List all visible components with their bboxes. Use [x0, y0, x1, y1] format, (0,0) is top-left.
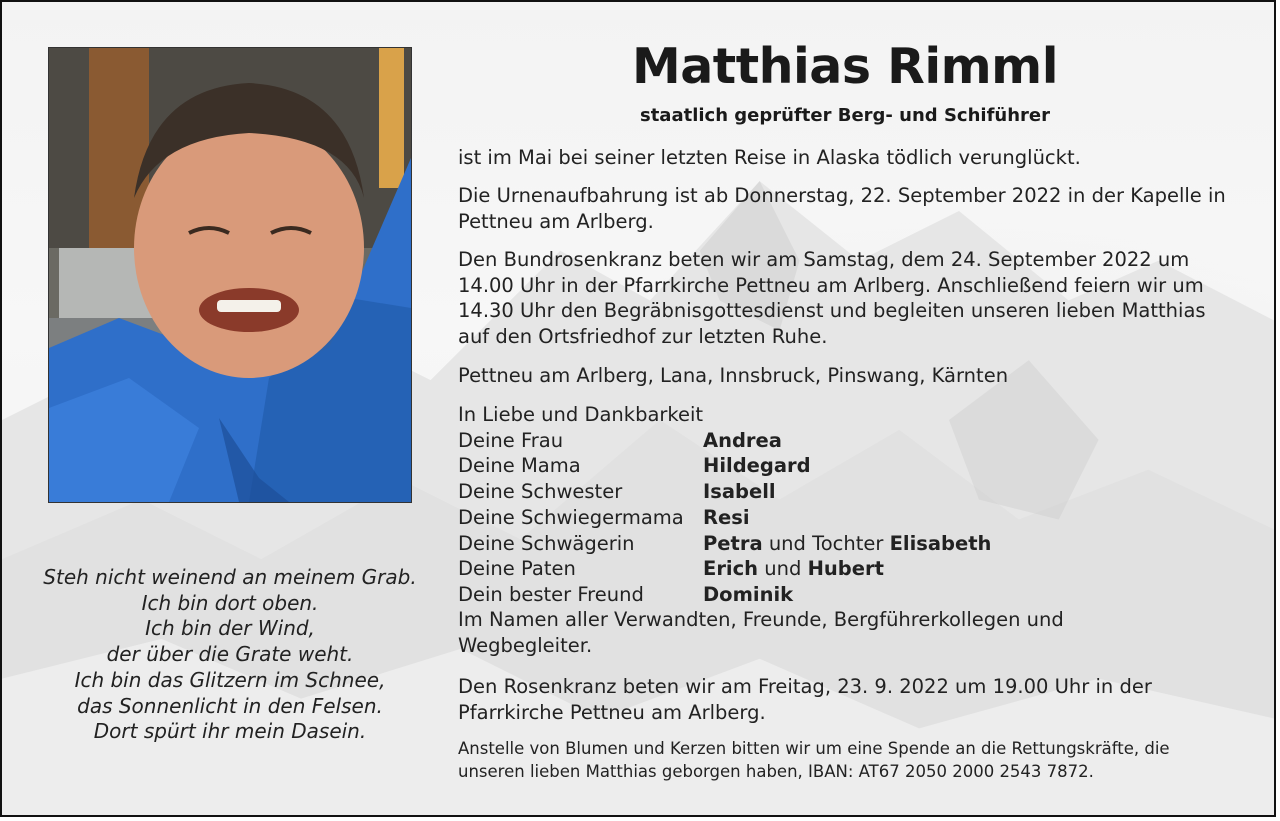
places-line: Pettneu am Arlberg, Lana, Innsbruck, Pinswang, Kärnten — [458, 364, 1009, 387]
poem-line: der über die Grate weht. — [106, 642, 354, 667]
poem-line: Dort spürt ihr mein Dasein. — [93, 719, 367, 744]
relative-name: Hildegard — [703, 454, 811, 478]
poem-line: Ich bin dort oben. — [141, 590, 319, 615]
relative-connector: und — [758, 557, 808, 581]
list-item — [458, 479, 991, 505]
list-item — [458, 453, 991, 479]
relation-label: Deine Frau — [458, 428, 564, 452]
closing-line: Im Namen aller Verwandten, Freunde, Bergführerkollegen und Wegbegleiter. — [458, 608, 1064, 657]
profession-subtitle: staatlich geprüfter Berg- und Schiführer — [639, 105, 1050, 126]
relative-name: Andrea — [703, 428, 782, 452]
relative-name: Resi — [703, 505, 750, 529]
memorial-poem — [22, 565, 438, 745]
relative-name: Elisabeth — [889, 531, 992, 555]
relation-label: Deine Schwiegermama — [458, 505, 684, 529]
relative-name: Isabell — [703, 480, 776, 504]
relation-label: Deine Schwester — [458, 480, 623, 504]
portrait-photo — [48, 47, 412, 503]
list-item — [458, 531, 991, 557]
announcement-text: ist im Mai bei seiner letzten Reise in Alaska tödlich verunglückt. — [458, 146, 1081, 169]
relation-label: Deine Paten — [458, 557, 576, 581]
poem-line: das Sonnenlicht in den Felsen. — [77, 693, 383, 718]
relation-label: Dein bester Freund — [458, 582, 644, 606]
poem-line: Steh nicht weinend an meinem Grab. — [43, 565, 417, 589]
funeral-info: Den Bundrosenkranz beten wir am Samstag, dem 24. September 2022 um 14.00 Uhr in der Pfarrkirche Pettneu am Arlberg. Anschließend feiern wir um 14.30 Uhr den Begräbnisgottesdienst und begleiten unseren lieben Matthias auf den Ortsfriedhof zur letzten Ruhe. — [458, 248, 1206, 349]
poem-line: Ich bin das Glitzern im Schnee, — [74, 667, 386, 692]
relative-connector: und Tochter — [762, 531, 890, 555]
relative-name: Dominik — [703, 582, 794, 606]
list-item — [458, 505, 991, 531]
relation-label: Deine Schwägerin — [458, 531, 635, 555]
relative-name: Hubert — [807, 557, 884, 581]
mourners-list — [458, 402, 991, 608]
donation-note: Anstelle von Blumen und Kerzen bitten wir um eine Spende an die Rettungskräfte, die unseren lieben Matthias geborgen haben, IBAN: AT67 2050 2000 2543 7872. — [458, 739, 1170, 781]
rosary-info: Den Rosenkranz beten wir am Freitag, 23. 9. 2022 um 19.00 Uhr in der Pfarrkirche Pettneu am Arlberg. — [458, 675, 1152, 724]
viewing-info: Die Urnenaufbahrung ist ab Donnerstag, 22. September 2022 in der Kapelle in Pettneu am Arlberg. — [458, 184, 1226, 233]
deceased-name: Matthias Rimml — [631, 38, 1059, 95]
relative-name: Petra — [703, 531, 763, 555]
list-item — [458, 582, 991, 608]
poem-line: Ich bin der Wind, — [145, 616, 315, 641]
mourners-intro: In Liebe und Dankbarkeit — [458, 403, 704, 426]
list-item — [458, 428, 991, 454]
list-item — [458, 556, 991, 582]
relation-label: Deine Mama — [458, 454, 581, 478]
relative-name: Erich — [703, 557, 759, 581]
